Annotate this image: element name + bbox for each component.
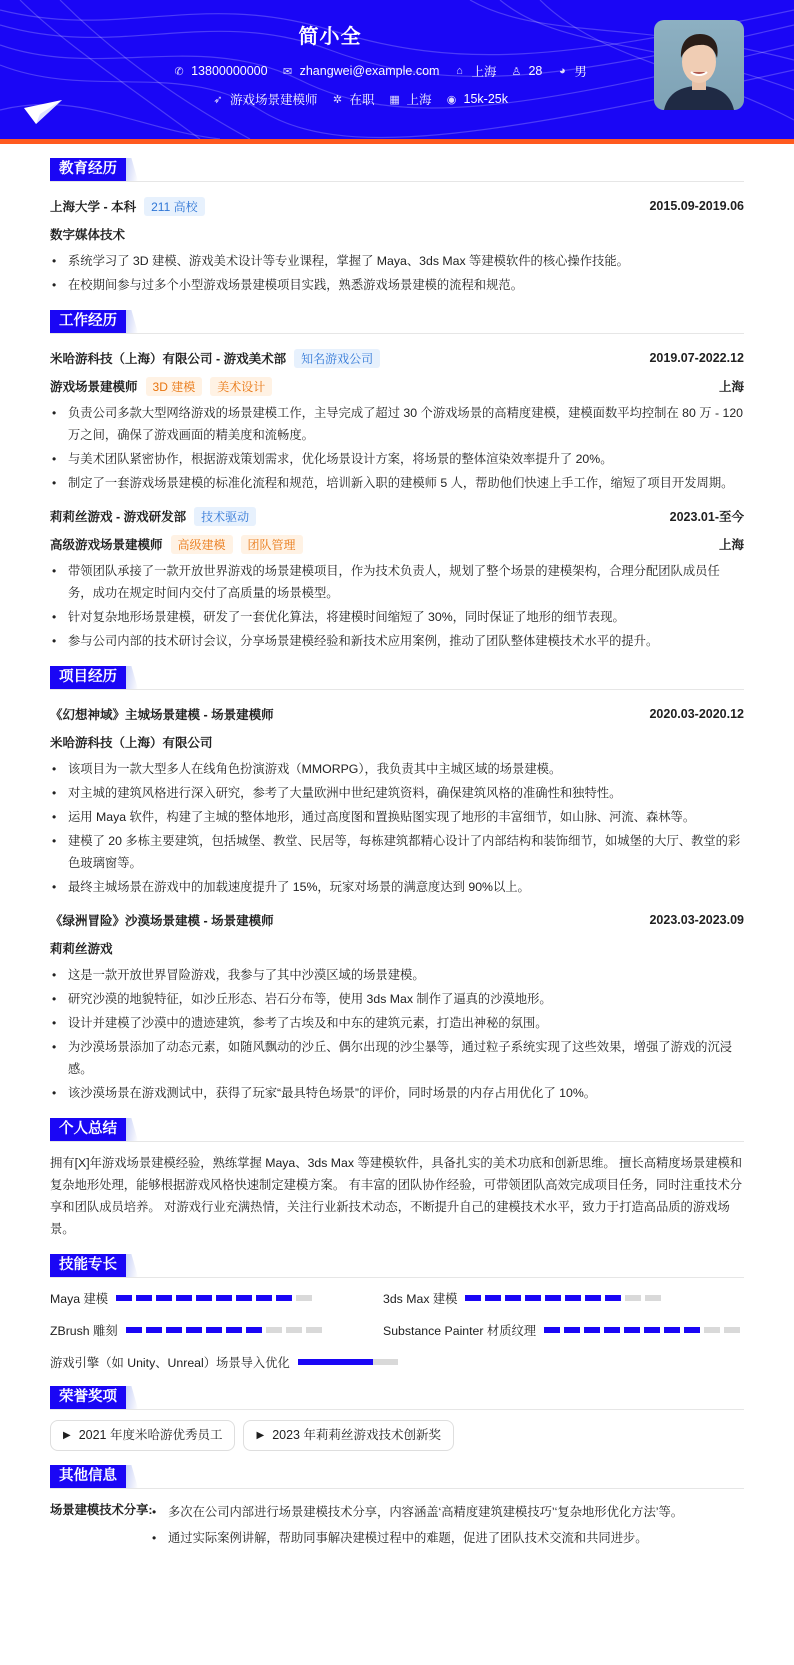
skill-segment xyxy=(505,1295,521,1301)
building-icon: ▦ xyxy=(389,93,400,106)
skill-segment xyxy=(136,1295,152,1301)
school-name: 上海大学 - 本科 xyxy=(50,200,137,214)
play-triangle-icon: ▶ xyxy=(63,1430,71,1441)
skill-segment xyxy=(256,1295,272,1301)
status-item xyxy=(332,90,375,108)
skills-section xyxy=(50,1254,744,1372)
skill-name: 3ds Max 建模 xyxy=(383,1292,458,1306)
status-text: 在职 xyxy=(349,93,375,107)
skill-segment xyxy=(644,1327,660,1333)
work-role-row xyxy=(50,372,744,400)
company-name: 米哈游科技（上海）有限公司 - 游戏美术部 xyxy=(50,352,287,366)
skill-segment xyxy=(545,1295,561,1301)
project-name: 《幻想神域》主城场景建模 - 场景建模师 xyxy=(50,708,274,722)
skill-segment xyxy=(465,1295,481,1301)
accent-divider xyxy=(0,139,794,144)
project-bullets xyxy=(50,964,744,1104)
role-name: 游戏场景建模师 xyxy=(50,380,138,394)
company-name: 莉莉丝游戏 - 游戏研发部 xyxy=(50,510,187,524)
education-date: 2015.09-2019.06 xyxy=(649,199,744,213)
home-icon: ⌂ xyxy=(456,65,463,77)
skill-segment xyxy=(236,1295,252,1301)
company-tag: 知名游戏公司 xyxy=(294,349,380,368)
list-item: • 该项目为一款大型多人在线角色扮演游戏（MMORPG），我负责其中主城区域的场景建模。 xyxy=(50,758,744,780)
section-title: 个人总结 xyxy=(50,1118,126,1141)
skill-segment xyxy=(585,1295,601,1301)
list-item: • 制定了一套游戏场景建模的标准化流程和规范，培训新入职的建模师 5 人，帮助他们快速上手工作，缩短了项目开发周期。 xyxy=(50,472,744,494)
school-tag: 211 高校 xyxy=(144,197,204,216)
skill-name: 游戏引擎（如 Unity、Unreal）场景导入优化 xyxy=(50,1356,290,1370)
list-item: • 研究沙漠的地貌特征，如沙丘形态、岩石分布等，使用 3ds Max 制作了逼真的沙漠地形。 xyxy=(50,988,744,1010)
skill-segment xyxy=(604,1327,620,1333)
role-name: 高级游戏场景建模师 xyxy=(50,538,163,552)
skill-segment xyxy=(196,1295,212,1301)
skill-segment xyxy=(704,1327,720,1333)
skill-item xyxy=(383,1320,744,1340)
projects-section xyxy=(50,666,744,1104)
work-city-item xyxy=(389,90,432,108)
project-company: 莉莉丝游戏 xyxy=(50,942,113,956)
skill-level-meter xyxy=(465,1295,661,1301)
list-item: • 与美术团队紧密协作，根据游戏策划需求，优化场景设计方案，将场景的整体渲染效率提升了 20%。 xyxy=(50,448,744,470)
email-text: zhangwei@example.com xyxy=(299,64,440,78)
skill-segment xyxy=(296,1295,312,1301)
summary-text: 拥有[X]年游戏场景建模经验，熟练掌握 Maya、3ds Max 等建模软件，具备扎实的美术功底和创新思维。 擅长高精度场景建模和复杂地形处理，能够根据游戏风格快速制定建模方案。 有丰富的团队协作经验，可带领团队高效完成项目任务，同时注重技术分享和团队成员培养。 对游戏行业充满热情，关注行业新技术动态，不断提升自己的建模技术水平，致力于打造高品质的游戏场景。 xyxy=(50,1156,743,1236)
skill-segment xyxy=(226,1327,242,1333)
send-icon: ➶ xyxy=(213,93,223,106)
other-bullets xyxy=(150,1501,683,1553)
list-item: • 设计并建模了沙漠中的遗迹建筑，参考了古埃及和中东的建筑元素，打造出神秘的氛围。 xyxy=(50,1012,744,1034)
project-date: 2020.03-2020.12 xyxy=(649,707,744,721)
phone-item xyxy=(173,64,267,78)
salary-item xyxy=(446,92,508,106)
skill-segment xyxy=(605,1295,621,1301)
skill-segment xyxy=(266,1327,282,1333)
gender-text: 男 xyxy=(574,65,587,79)
skill-segment xyxy=(624,1327,640,1333)
project-name: 《绿洲冒险》沙漠场景建模 - 场景建模师 xyxy=(50,914,274,928)
work-company-row xyxy=(50,344,744,372)
skill-item xyxy=(383,1288,744,1308)
project-date: 2023.03-2023.09 xyxy=(649,913,744,927)
list-item: • 这是一款开放世界冒险游戏，我参与了其中沙漠区域的场景建模。 xyxy=(50,964,744,986)
skills-grid xyxy=(50,1288,744,1372)
skill-segment xyxy=(485,1295,501,1301)
skill-item xyxy=(50,1288,383,1308)
skill-segment xyxy=(216,1295,232,1301)
project-company: 米哈游科技（上海）有限公司 xyxy=(50,736,213,750)
skill-segment xyxy=(156,1295,172,1301)
list-item: • 参与公司内部的技术研讨会议，分享场景建模经验和新技术应用案例，推动了团队整体建模技术水平的提升。 xyxy=(50,630,744,652)
play-triangle-icon: ▶ xyxy=(256,1430,265,1441)
awards-list xyxy=(50,1420,744,1451)
gender-icon: ◕ xyxy=(559,65,566,77)
job-intent-row xyxy=(0,90,660,108)
phone-icon: ✆ xyxy=(174,65,184,78)
work-date: 2019.07-2022.12 xyxy=(649,351,744,365)
resume-header xyxy=(0,0,794,139)
list-item: • 带领团队承接了一款开放世界游戏的场景建模项目，作为技术负责人，规划了整个场景的建模架构，合理分配团队成员任务，成功在规定时间内交付了高质量的场景模型。 xyxy=(50,560,744,604)
section-title: 技能专长 xyxy=(50,1254,126,1277)
work-entry xyxy=(50,344,744,494)
role-tag: 美术设计 xyxy=(210,377,272,396)
skill-name: Maya 建模 xyxy=(50,1292,109,1306)
skill-item xyxy=(50,1352,744,1372)
skill-segment xyxy=(625,1295,641,1301)
section-title: 项目经历 xyxy=(50,666,126,689)
skill-item xyxy=(50,1320,383,1340)
list-item: • 针对复杂地形场景建模，研发了一套优化算法，将建模时间缩短了 30%，同时保证了地形的细节表现。 xyxy=(50,606,744,628)
list-item: • 为沙漠场景添加了动态元素，如随风飘动的沙丘、偶尔出现的沙尘暴等，通过粒子系统实现了这些效果，增强了游戏的沉浸感。 xyxy=(50,1036,744,1080)
skill-segment xyxy=(306,1327,322,1333)
skill-segment xyxy=(525,1295,541,1301)
major-row xyxy=(50,220,744,248)
award-item xyxy=(50,1420,235,1451)
skill-segment xyxy=(276,1295,292,1301)
skill-progress-bar xyxy=(298,1359,398,1365)
awards-section xyxy=(50,1386,744,1451)
list-item: • 该沙漠场景在游戏测试中，获得了玩家“最具特色场景”的评价，同时场景的内存占用优化了 10%。 xyxy=(50,1082,744,1104)
skill-segment xyxy=(724,1327,740,1333)
work-city-text: 上海 xyxy=(406,93,432,107)
work-date: 2023.01-至今 xyxy=(669,510,744,524)
other-label: 场景建模技术分享: xyxy=(50,1503,153,1517)
skill-segment xyxy=(166,1327,182,1333)
skill-segment xyxy=(584,1327,600,1333)
list-item: • 在校期间参与过多个小型游戏场景建模项目实践，熟悉游戏场景建模的流程和规范。 xyxy=(50,274,744,296)
skill-segment xyxy=(186,1327,202,1333)
other-item xyxy=(50,1499,744,1559)
list-item: • 对主城的建筑风格进行深入研究，参考了大量欧洲中世纪建筑资料，确保建筑风格的准确性和独特性。 xyxy=(50,782,744,804)
skill-segment xyxy=(664,1327,680,1333)
section-title: 教育经历 xyxy=(50,158,126,181)
skill-progress-fill xyxy=(298,1359,373,1365)
section-title: 工作经历 xyxy=(50,310,126,333)
list-item: • 最终主城场景在游戏中的加载速度提升了 15%，玩家对场景的满意度达到 90%以上。 xyxy=(50,876,744,898)
position-text: 游戏场景建模师 xyxy=(229,93,318,107)
work-bullets xyxy=(50,402,744,494)
work-role-row xyxy=(50,530,744,558)
skill-segment xyxy=(684,1327,700,1333)
summary-section xyxy=(50,1118,744,1240)
work-bullets xyxy=(50,560,744,652)
work-location: 上海 xyxy=(718,380,744,394)
project-header-row xyxy=(50,700,744,728)
position-item xyxy=(212,90,318,108)
gender-item xyxy=(556,62,587,80)
skill-level-meter xyxy=(544,1327,740,1333)
section-title: 其他信息 xyxy=(50,1465,126,1488)
age-text: 28 xyxy=(528,64,543,78)
candidate-name: 简小全 xyxy=(298,26,362,48)
skill-segment xyxy=(286,1327,302,1333)
skill-level-meter xyxy=(126,1327,322,1333)
project-bullets xyxy=(50,758,744,898)
mail-icon: ✉ xyxy=(282,65,293,78)
skill-segment xyxy=(126,1327,142,1333)
skill-name: Substance Painter 材质纹理 xyxy=(383,1324,537,1338)
role-tag: 3D 建模 xyxy=(146,377,203,396)
project-company-row xyxy=(50,934,744,962)
skill-level-meter xyxy=(116,1295,312,1301)
award-text: 2021 年度米哈游优秀员工 xyxy=(78,1428,223,1442)
major-name: 数字媒体技术 xyxy=(50,228,126,242)
city-item xyxy=(453,62,496,80)
list-item: • 系统学习了 3D 建模、游戏美术设计等专业课程，掌握了 Maya、3ds Max 等建模软件的核心操作技能。 xyxy=(50,250,744,272)
avatar-photo xyxy=(654,20,744,110)
skill-name: ZBrush 雕刻 xyxy=(50,1324,118,1338)
age-item xyxy=(510,64,542,78)
skill-segment xyxy=(645,1295,661,1301)
project-entry xyxy=(50,906,744,1104)
city-text: 上海 xyxy=(471,65,497,79)
section-title: 荣誉奖项 xyxy=(50,1386,126,1409)
list-item: • 通过实际案例讲解，帮助同事解决建模过程中的难题，促进了团队技术交流和共同进步。 xyxy=(150,1527,683,1549)
phone-text: 13800000000 xyxy=(191,64,268,78)
list-item: • 负责公司多款大型网络游戏的场景建模工作，主导完成了超过 30 个游戏场景的高精度建模，建模面数平均控制在 80 万 - 120 万之间，确保了游戏画面的精美度和流畅度。 xyxy=(50,402,744,446)
skill-segment xyxy=(564,1327,580,1333)
skill-segment xyxy=(176,1295,192,1301)
skill-segment xyxy=(565,1295,581,1301)
list-item: • 运用 Maya 软件，构建了主城的整体地形，通过高度图和置换贴图实现了地形的丰富细节，如山脉、河流、森林等。 xyxy=(50,806,744,828)
award-item xyxy=(243,1420,453,1451)
role-tag: 团队管理 xyxy=(241,535,303,554)
role-tag: 高级建模 xyxy=(171,535,233,554)
education-bullets xyxy=(50,250,744,296)
project-header-row xyxy=(50,906,744,934)
skill-segment xyxy=(146,1327,162,1333)
other-section xyxy=(50,1465,744,1559)
age-icon: ♙ xyxy=(511,65,522,78)
work-section xyxy=(50,310,744,652)
project-company-row xyxy=(50,728,744,756)
skill-segment xyxy=(246,1327,262,1333)
skill-segment xyxy=(544,1327,560,1333)
education-section xyxy=(50,158,744,296)
email-item xyxy=(282,64,440,78)
work-company-row xyxy=(50,502,744,530)
education-header-row xyxy=(50,192,744,220)
salary-icon: ◉ xyxy=(446,93,457,106)
skill-segment xyxy=(206,1327,222,1333)
salary-text: 15k-25k xyxy=(463,92,509,106)
project-entry xyxy=(50,700,744,898)
contact-row xyxy=(0,62,660,80)
list-item: • 建模了 20 多栋主要建筑，包括城堡、教堂、民居等，每栋建筑都精心设计了内部结构和装饰细节，如城堡的大厅、教堂的彩色玻璃窗等。 xyxy=(50,830,744,874)
award-text: 2023 年莉莉丝游戏技术创新奖 xyxy=(272,1428,441,1442)
list-item: • 多次在公司内部进行场景建模技术分享，内容涵盖‘高精度建筑建模技巧’‘复杂地形优化方法’等。 xyxy=(150,1501,683,1523)
status-icon: ✲ xyxy=(332,93,343,106)
company-tag: 技术驱动 xyxy=(194,507,256,526)
work-entry xyxy=(50,502,744,652)
work-location: 上海 xyxy=(718,538,744,552)
skill-segment xyxy=(116,1295,132,1301)
